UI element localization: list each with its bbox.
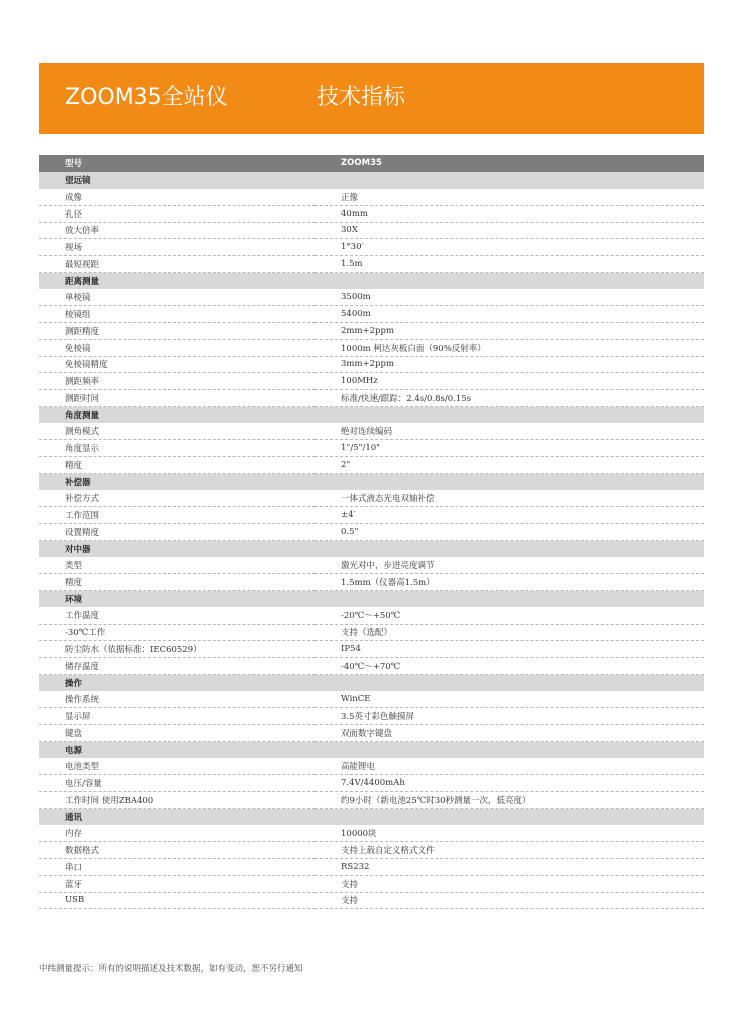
spec-value: 2mm+2ppm (315, 323, 704, 340)
spec-row (39, 390, 704, 407)
section-header-row (39, 272, 704, 289)
spec-row (39, 306, 704, 323)
spec-label: 测距频率 (39, 373, 315, 390)
spec-value: 激光对中，步进亮度调节 (315, 557, 704, 574)
spec-label: 工作温度 (39, 607, 315, 624)
spec-value: WinCE (315, 691, 704, 708)
spec-label: 操作系统 (39, 691, 315, 708)
spec-value: 3500m (315, 289, 704, 306)
spec-row (39, 792, 704, 809)
spec-value: 30X (315, 222, 704, 239)
spec-value: 支持（选配） (315, 624, 704, 641)
spec-label: 放大倍率 (39, 222, 315, 239)
spec-row (39, 658, 704, 675)
spec-label: 免棱镜精度 (39, 356, 315, 373)
section-header-row (39, 172, 704, 189)
spec-label: 棱镜组 (39, 306, 315, 323)
spec-row (39, 239, 704, 256)
section-header-row (39, 473, 704, 490)
spec-value: 支持 (315, 875, 704, 892)
spec-table (39, 155, 704, 909)
spec-value: ±4′ (315, 507, 704, 524)
spec-value: 绝对连续编码 (315, 423, 704, 440)
spec-value: 约9小时（新电池25℃时30秒测量一次，低亮度） (315, 792, 704, 809)
section-header-row (39, 591, 704, 608)
spec-label: 内存 (39, 825, 315, 842)
spec-row (39, 323, 704, 340)
spec-row (39, 641, 704, 658)
section-header-row (39, 406, 704, 423)
spec-value: 3mm+2ppm (315, 356, 704, 373)
spec-value: 10000块 (315, 825, 704, 842)
spec-label: 测角模式 (39, 423, 315, 440)
spec-label: 免棱镜 (39, 339, 315, 356)
spec-value: 3.5英寸彩色触摸屏 (315, 708, 704, 725)
spec-value: 100MHz (315, 373, 704, 390)
spec-label: 类型 (39, 557, 315, 574)
section-header-row (39, 540, 704, 557)
spec-row (39, 775, 704, 792)
spec-row (39, 524, 704, 541)
spec-row (39, 507, 704, 524)
spec-label: 精度 (39, 574, 315, 591)
spec-row (39, 842, 704, 859)
spec-label: 储存温度 (39, 658, 315, 675)
spec-value: -20℃～+50℃ (315, 607, 704, 624)
product-title: ZOOM35全站仪 (65, 85, 228, 110)
spec-label: 电压/容量 (39, 775, 315, 792)
spec-row (39, 624, 704, 641)
spec-row (39, 356, 704, 373)
spec-label: 孔径 (39, 205, 315, 222)
spec-value: IP54 (315, 641, 704, 658)
footnote: 中纬测量提示：所有的说明描述及技术数据，如有变动，恕不另行通知 (39, 964, 303, 974)
spec-label: 键盘 (39, 725, 315, 742)
spec-value: 1000m 柯达灰板白面（90%反射率） (315, 339, 704, 356)
section-title: 电源 (39, 741, 704, 758)
section-title: 环境 (39, 591, 704, 608)
spec-row (39, 339, 704, 356)
spec-label: USB (39, 892, 315, 909)
spec-value: 标准/快速/跟踪：2.4s/0.8s/0.15s (315, 390, 704, 407)
section-title: 距离测量 (39, 272, 704, 289)
header-label: 型号 (39, 155, 315, 172)
spec-value: 2" (315, 457, 704, 474)
spec-value: 支持 (315, 892, 704, 909)
spec-label: 成像 (39, 189, 315, 206)
spec-label: 串口 (39, 859, 315, 876)
spec-label: 电池类型 (39, 758, 315, 775)
section-title: 对中器 (39, 540, 704, 557)
title-banner (39, 63, 704, 134)
spec-value: RS232 (315, 859, 704, 876)
spec-value: 0.5" (315, 524, 704, 541)
header-value: ZOOM35 (315, 155, 704, 172)
spec-row (39, 222, 704, 239)
spec-value: 1"/5"/10" (315, 440, 704, 457)
spec-row (39, 859, 704, 876)
spec-row (39, 708, 704, 725)
section-title: 角度测量 (39, 406, 704, 423)
spec-label: 蓝牙 (39, 875, 315, 892)
spec-label: 工作范围 (39, 507, 315, 524)
spec-label: 测距精度 (39, 323, 315, 340)
spec-label: 显示屏 (39, 708, 315, 725)
spec-label: 角度显示 (39, 440, 315, 457)
spec-label: 防尘防水（依据标准：IEC60529） (39, 641, 315, 658)
spec-value: 40mm (315, 205, 704, 222)
section-header-row (39, 674, 704, 691)
spec-row (39, 289, 704, 306)
spec-row (39, 574, 704, 591)
spec-value: 5400m (315, 306, 704, 323)
spec-label: 视场 (39, 239, 315, 256)
spec-label: 补偿方式 (39, 490, 315, 507)
spec-value: -40℃～+70℃ (315, 658, 704, 675)
spec-row (39, 725, 704, 742)
page-subtitle: 技术指标 (317, 85, 406, 110)
spec-label: -30℃工作 (39, 624, 315, 641)
spec-label: 最短视距 (39, 256, 315, 273)
spec-value: 正像 (315, 189, 704, 206)
spec-row (39, 189, 704, 206)
spec-label: 单棱镜 (39, 289, 315, 306)
spec-row (39, 607, 704, 624)
spec-row (39, 691, 704, 708)
spec-row (39, 457, 704, 474)
spec-value: 一体式液态光电双轴补偿 (315, 490, 704, 507)
spec-row (39, 875, 704, 892)
spec-label: 精度 (39, 457, 315, 474)
spec-value: 双面数字键盘 (315, 725, 704, 742)
spec-value: 1°30′ (315, 239, 704, 256)
spec-row (39, 557, 704, 574)
section-title: 望远镜 (39, 172, 704, 189)
section-title: 通讯 (39, 808, 704, 825)
spec-row (39, 490, 704, 507)
section-header-row (39, 808, 704, 825)
spec-row (39, 892, 704, 909)
spec-value: 7.4V/4400mAh (315, 775, 704, 792)
spec-row (39, 440, 704, 457)
spec-row (39, 205, 704, 222)
spec-label: 数据格式 (39, 842, 315, 859)
spec-row (39, 256, 704, 273)
spec-row (39, 825, 704, 842)
table-header-row (39, 155, 704, 172)
section-title: 补偿器 (39, 473, 704, 490)
spec-row (39, 423, 704, 440)
section-title: 操作 (39, 674, 704, 691)
spec-value: 1.5m (315, 256, 704, 273)
spec-row (39, 373, 704, 390)
spec-value: 高能锂电 (315, 758, 704, 775)
spec-row (39, 758, 704, 775)
spec-label: 测距时间 (39, 390, 315, 407)
section-header-row (39, 741, 704, 758)
spec-value: 1.5mm（仪器高1.5m） (315, 574, 704, 591)
spec-label: 工作时间 使用ZBA400 (39, 792, 315, 809)
spec-value: 支持上载自定义格式文件 (315, 842, 704, 859)
spec-label: 设置精度 (39, 524, 315, 541)
